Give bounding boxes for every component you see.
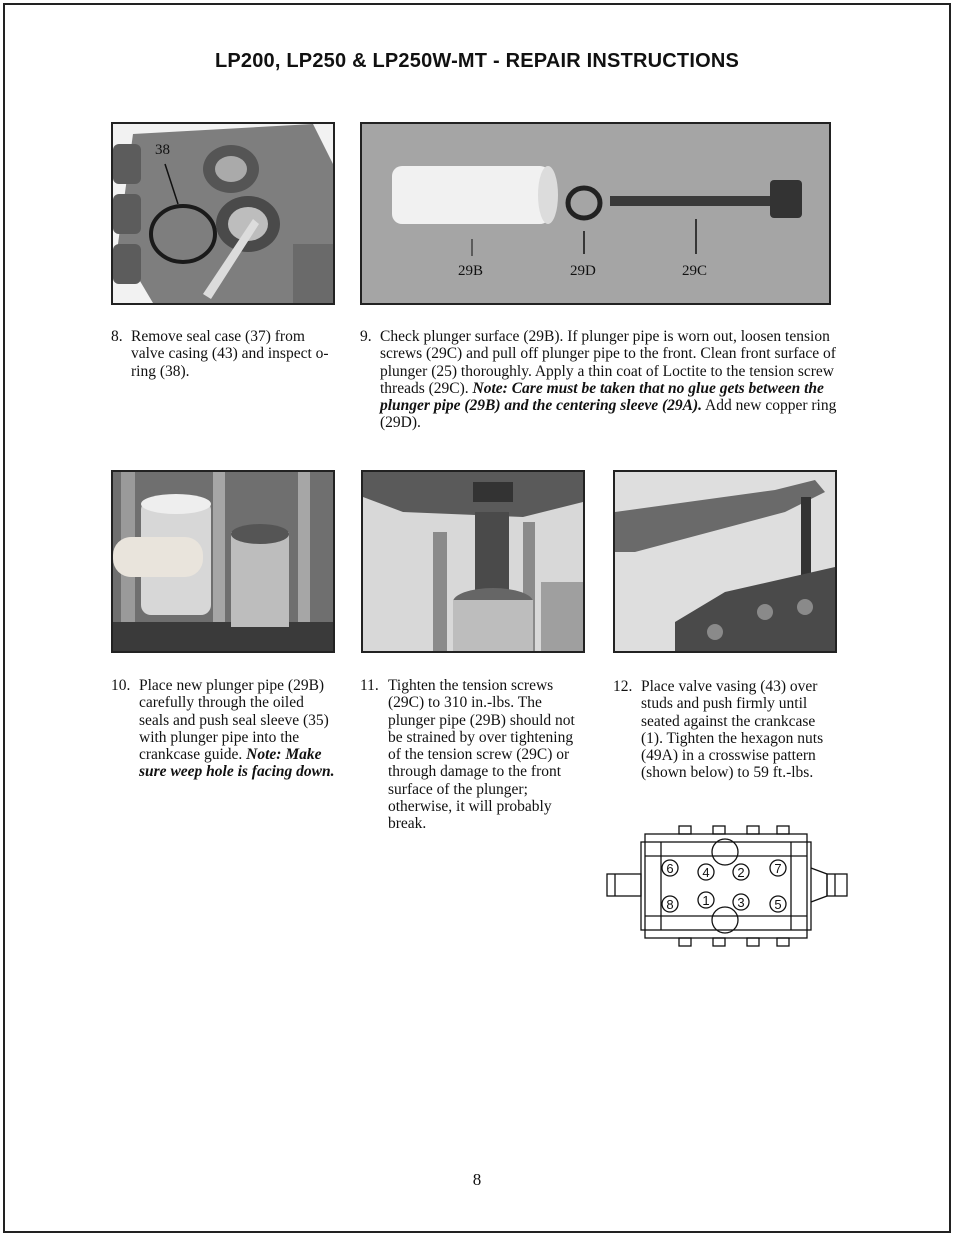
callout-29d: 29D xyxy=(570,263,596,279)
step-note: Note: Make sure weep hole is facing down. xyxy=(139,746,335,781)
step-8 xyxy=(111,328,337,380)
step-note: Note: Care must be taken that no glue gets between the plunger pipe (29B) and the centering sleeve (29A). xyxy=(380,379,824,415)
step-text-tail: Add new copper ring (29D). xyxy=(380,397,837,432)
bolt-label-2: 2 xyxy=(737,865,745,880)
step-10 xyxy=(111,677,337,781)
step-number: 9. xyxy=(360,328,372,345)
step-11 xyxy=(360,677,588,833)
step-number: 10. xyxy=(111,677,131,694)
step-number: 11. xyxy=(360,677,379,694)
step-text: Remove seal case (37) from valve casing (43) and inspect o-ring (38). xyxy=(131,328,329,380)
photo-step-8 xyxy=(111,122,335,305)
bolt-label-5: 5 xyxy=(774,897,782,912)
bolt-label-4: 4 xyxy=(702,865,710,880)
step-9 xyxy=(360,328,838,432)
step-text: Place new plunger pipe (29B) carefully through the oiled seals and push seal sleeve (35) with plunger pipe into the crankcase guide. xyxy=(139,677,329,764)
photo-step-11 xyxy=(361,470,585,653)
photo-step-10 xyxy=(111,470,335,653)
bolt-label-1: 1 xyxy=(702,893,710,908)
callout-29b: 29B xyxy=(458,263,484,279)
step-number: 12. xyxy=(613,678,633,695)
step-number: 8. xyxy=(111,328,123,345)
photo-step-12 xyxy=(613,470,837,653)
page-number: 8 xyxy=(472,1170,482,1189)
callout-29c: 29C xyxy=(682,263,708,279)
bolt-label-7: 7 xyxy=(774,861,782,876)
bolt-label-3: 3 xyxy=(737,895,745,910)
step-12 xyxy=(613,678,839,782)
bolt-label-8: 8 xyxy=(666,897,674,912)
bolt-label-6: 6 xyxy=(666,861,674,876)
tightening-sequence-diagram xyxy=(605,822,851,955)
page-title: LP200, LP250 & LP250W-MT - REPAIR INSTRUCTIONS xyxy=(214,50,740,72)
photo-step-9 xyxy=(360,122,831,305)
step-text: Place valve vasing (43) over studs and push firmly until seated against the crankcase (1). Tighten the hexagon nuts (49A) in a crosswise pattern (shown below) to 59 ft.-lbs. xyxy=(641,678,824,782)
step-text: Tighten the tension screws (29C) to 310 in.-lbs. The plunger pipe (29B) should not be strained by over tightening of the tension screw (29C) or through damage to the front surface of the plunger; otherwise, it will probably break. xyxy=(388,677,575,833)
callout-38: 38 xyxy=(155,142,170,158)
step-text: Check plunger surface (29B). If plunger pipe is worn out, loosen tension screws (29C) and pull off plunger pipe to the front. Clean front surface of plunger (25) thoroughly. Apply a thin coat of Loctite to the tension screw threads (29C). xyxy=(380,328,836,397)
